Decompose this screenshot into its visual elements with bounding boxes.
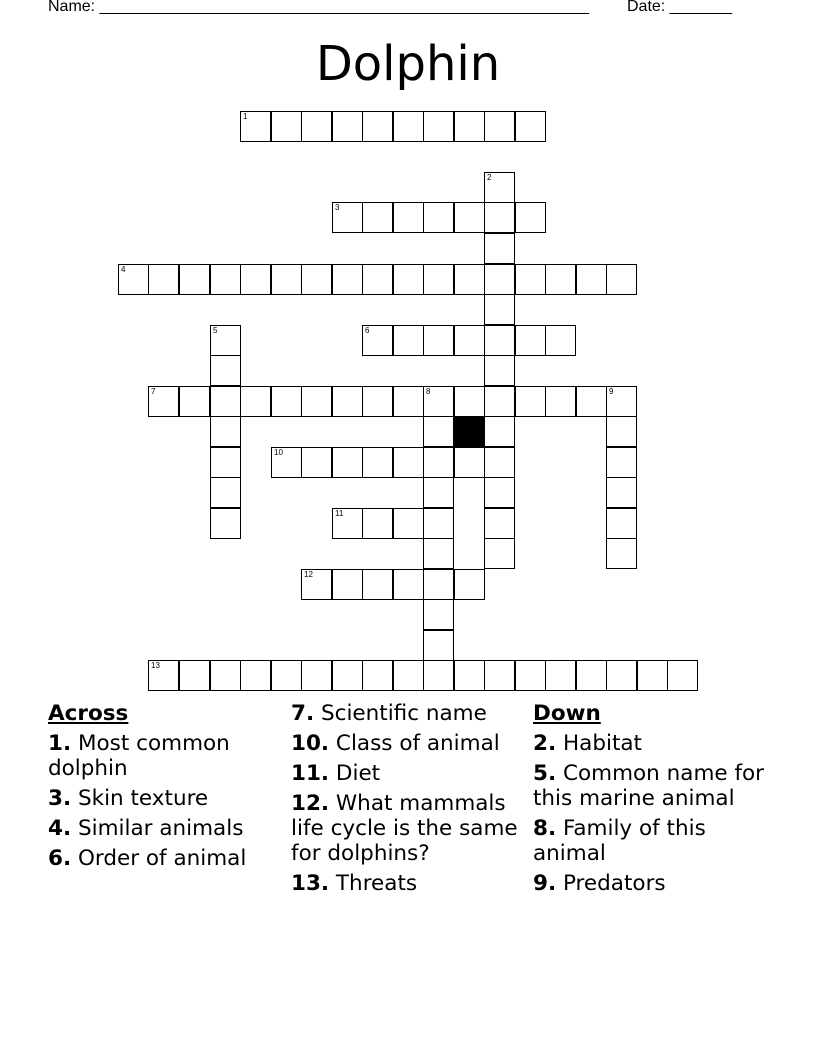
grid-cell[interactable] [454, 264, 485, 295]
grid-cell[interactable] [271, 447, 302, 478]
clue-across-4: 4. Similar animals [48, 816, 244, 841]
grid-cell[interactable] [515, 386, 546, 417]
grid-cell[interactable] [454, 386, 485, 417]
clue-across-6: 6. Order of animal [48, 846, 247, 871]
grid-cell[interactable] [515, 111, 546, 142]
grid-cell[interactable] [454, 111, 485, 142]
grid-cell[interactable] [454, 447, 485, 478]
grid-cell[interactable] [240, 264, 271, 295]
across-clues-column [48, 701, 283, 876]
grid-cell[interactable] [271, 264, 302, 295]
grid-cell[interactable] [484, 233, 515, 264]
grid-cell[interactable] [210, 355, 241, 386]
grid-cell[interactable] [454, 202, 485, 233]
grid-cell[interactable] [606, 386, 637, 417]
grid-cell[interactable] [393, 202, 424, 233]
grid-cell[interactable] [210, 386, 241, 417]
grid-cell[interactable] [301, 569, 332, 600]
grid-cell[interactable] [423, 447, 454, 478]
clue-down-5: 5. Common name for this marine animal [533, 761, 765, 811]
grid-cell[interactable] [515, 202, 546, 233]
grid-cell[interactable] [179, 264, 210, 295]
grid-cell[interactable] [606, 538, 637, 569]
grid-cell[interactable] [362, 569, 393, 600]
grid-cell[interactable] [362, 264, 393, 295]
clue-down-8: 8. Family of this animal [533, 816, 706, 866]
grid-cell[interactable] [332, 202, 363, 233]
clue-across-11: 11. Diet [291, 761, 381, 786]
grid-cell[interactable] [271, 111, 302, 142]
grid-cell[interactable] [301, 386, 332, 417]
grid-cell[interactable] [454, 569, 485, 600]
grid-cell[interactable] [210, 660, 241, 691]
grid-cell[interactable] [362, 111, 393, 142]
grid-cell[interactable] [393, 569, 424, 600]
clue-across-13: 13. Threats [291, 871, 418, 896]
grid-cell[interactable] [301, 660, 332, 691]
grid-cell[interactable] [332, 111, 363, 142]
grid-cell[interactable] [393, 447, 424, 478]
cell-number: 2 [487, 173, 492, 182]
cell-number: 9 [609, 387, 614, 396]
grid-cell[interactable] [606, 508, 637, 539]
grid-cell[interactable] [484, 202, 515, 233]
grid-cell[interactable] [484, 538, 515, 569]
grid-cell[interactable] [484, 508, 515, 539]
black-cell [454, 416, 485, 447]
grid-cell[interactable] [484, 264, 515, 295]
grid-cell[interactable] [545, 264, 576, 295]
cell-number: 4 [121, 265, 126, 274]
grid-cell[interactable] [576, 386, 607, 417]
grid-cell[interactable] [332, 660, 363, 691]
grid-cell[interactable] [423, 660, 454, 691]
grid-cell[interactable] [515, 660, 546, 691]
grid-cell[interactable] [301, 111, 332, 142]
grid-cell[interactable] [423, 202, 454, 233]
clue-across-12: 12. What mammals life cycle is the same for dolphins? [291, 791, 518, 866]
cell-number: 6 [365, 326, 370, 335]
grid-cell[interactable] [332, 447, 363, 478]
grid-cell[interactable] [148, 264, 179, 295]
grid-cell[interactable] [210, 416, 241, 447]
grid-cell[interactable] [179, 660, 210, 691]
grid-cell[interactable] [362, 447, 393, 478]
grid-cell[interactable] [393, 264, 424, 295]
grid-cell[interactable] [423, 569, 454, 600]
grid-cell[interactable] [393, 508, 424, 539]
cell-number: 8 [426, 387, 431, 396]
cell-number: 3 [335, 203, 340, 212]
grid-cell[interactable] [393, 111, 424, 142]
grid-cell[interactable] [423, 386, 454, 417]
across-clues-column-2 [291, 701, 526, 901]
grid-cell[interactable] [484, 294, 515, 325]
cell-number: 12 [304, 570, 313, 579]
grid-cell[interactable] [210, 447, 241, 478]
grid-cell[interactable] [210, 264, 241, 295]
grid-cell[interactable] [484, 660, 515, 691]
cell-number: 5 [213, 326, 218, 335]
grid-cell[interactable] [545, 386, 576, 417]
grid-cell[interactable] [545, 660, 576, 691]
clue-down-2: 2. Habitat [533, 731, 642, 756]
grid-cell[interactable] [484, 111, 515, 142]
clue-down-9: 9. Predators [533, 871, 666, 896]
grid-cell[interactable] [118, 264, 149, 295]
grid-cell[interactable] [606, 264, 637, 295]
grid-cell[interactable] [484, 477, 515, 508]
grid-cell[interactable] [606, 447, 637, 478]
grid-cell[interactable] [240, 386, 271, 417]
grid-cell[interactable] [240, 111, 271, 142]
grid-cell[interactable] [484, 447, 515, 478]
grid-cell[interactable] [484, 325, 515, 356]
grid-cell[interactable] [423, 264, 454, 295]
grid-cell[interactable] [362, 325, 393, 356]
grid-cell[interactable] [301, 447, 332, 478]
grid-cell[interactable] [515, 325, 546, 356]
clue-across-1: 1. Most common dolphin [48, 731, 230, 781]
grid-cell[interactable] [393, 386, 424, 417]
down-heading: Down [533, 701, 601, 726]
grid-cell[interactable] [240, 660, 271, 691]
grid-cell[interactable] [484, 172, 515, 203]
grid-cell[interactable] [271, 660, 302, 691]
down-clues-column [533, 701, 773, 901]
grid-cell[interactable] [667, 660, 698, 691]
name-field[interactable]: Name: _______________________________________________________ [48, 0, 589, 15]
grid-cell[interactable] [423, 416, 454, 447]
grid-cell[interactable] [515, 264, 546, 295]
grid-cell[interactable] [423, 630, 454, 661]
grid-cell[interactable] [576, 264, 607, 295]
grid-cell[interactable] [332, 508, 363, 539]
grid-cell[interactable] [332, 264, 363, 295]
cell-number: 7 [151, 387, 156, 396]
grid-cell[interactable] [637, 660, 668, 691]
cell-number: 13 [151, 661, 160, 670]
grid-cell[interactable] [454, 660, 485, 691]
page-title: Dolphin [315, 36, 501, 92]
grid-cell[interactable] [423, 599, 454, 630]
grid-cell[interactable] [362, 660, 393, 691]
grid-cell[interactable] [393, 660, 424, 691]
grid-cell[interactable] [210, 508, 241, 539]
grid-cell[interactable] [606, 660, 637, 691]
grid-cell[interactable] [576, 660, 607, 691]
grid-cell[interactable] [454, 325, 485, 356]
grid-cell[interactable] [148, 660, 179, 691]
grid-cell[interactable] [179, 386, 210, 417]
grid-cell[interactable] [423, 508, 454, 539]
cell-number: 10 [274, 448, 283, 457]
grid-cell[interactable] [362, 508, 393, 539]
grid-cell[interactable] [332, 569, 363, 600]
clue-across-10: 10. Class of animal [291, 731, 500, 756]
grid-cell[interactable] [332, 386, 363, 417]
grid-cell[interactable] [210, 477, 241, 508]
grid-cell[interactable] [484, 416, 515, 447]
cell-number: 1 [243, 112, 248, 121]
grid-cell[interactable] [362, 202, 393, 233]
grid-cell[interactable] [423, 538, 454, 569]
grid-cell[interactable] [545, 325, 576, 356]
grid-cell[interactable] [484, 355, 515, 386]
grid-cell[interactable] [301, 264, 332, 295]
grid-cell[interactable] [606, 416, 637, 447]
grid-cell[interactable] [423, 477, 454, 508]
grid-cell[interactable] [210, 325, 241, 356]
clue-across-3: 3. Skin texture [48, 786, 209, 811]
grid-cell[interactable] [484, 386, 515, 417]
across-heading: Across [48, 701, 129, 726]
cell-number: 11 [335, 509, 344, 518]
grid-cell[interactable] [362, 386, 393, 417]
grid-cell[interactable] [148, 386, 179, 417]
grid-cell[interactable] [606, 477, 637, 508]
date-field[interactable]: Date: _______ [627, 0, 732, 15]
grid-cell[interactable] [423, 111, 454, 142]
grid-cell[interactable] [271, 386, 302, 417]
clue-across-7: 7. Scientific name [291, 701, 487, 726]
grid-cell[interactable] [393, 325, 424, 356]
grid-cell[interactable] [423, 325, 454, 356]
